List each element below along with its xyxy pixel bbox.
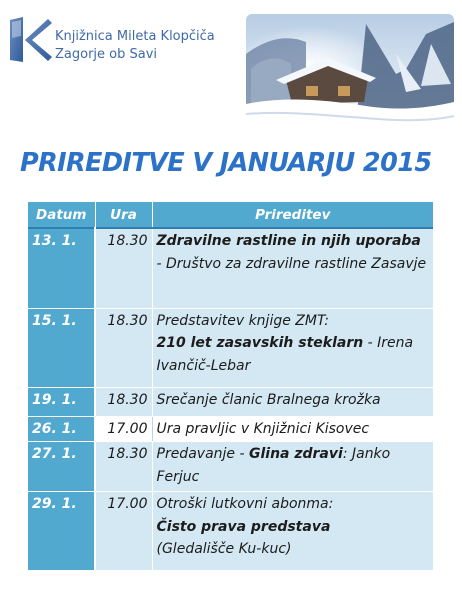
event-description xyxy=(152,387,433,416)
event-detail: Predstavitev knjige ZMT: xyxy=(156,312,329,329)
event-description xyxy=(152,442,433,492)
page-header xyxy=(8,8,454,132)
event-description xyxy=(152,492,433,571)
event-time: 18.30 xyxy=(95,442,152,492)
event-detail: Predavanje - xyxy=(156,446,249,462)
library-logo-icon xyxy=(8,16,54,64)
event-date: 13. 1. xyxy=(28,228,95,308)
library-name xyxy=(55,28,215,64)
event-detail: - Društvo za zdravilne rastline Zasavje xyxy=(156,255,427,272)
event-detail: Ura pravljic v Knjižnici Kisovec xyxy=(156,420,370,437)
event-description xyxy=(152,308,433,387)
table-row xyxy=(28,492,433,571)
column-header-date: Datum xyxy=(28,202,95,228)
page-title: PRIREDITVE V JANUARJU 2015 xyxy=(20,148,432,178)
event-title: 210 let zasavskih steklarn xyxy=(156,335,364,351)
table-row xyxy=(28,228,433,308)
event-title: Čisto prava predstava xyxy=(156,518,331,535)
table-row xyxy=(28,416,433,442)
table-row xyxy=(28,308,433,387)
event-rows xyxy=(28,228,433,571)
event-time: 17.00 xyxy=(95,492,152,571)
event-time: 18.30 xyxy=(95,387,152,416)
event-title: Glina zdravi xyxy=(248,446,343,462)
event-detail: Otroški lutkovni abonma: xyxy=(156,496,334,512)
event-date: 29. 1. xyxy=(28,492,95,571)
event-time: 18.30 xyxy=(95,228,152,308)
table-header-row xyxy=(28,202,433,228)
column-header-event: Prireditev xyxy=(152,202,433,228)
library-name-line1: Knjižnica Mileta Klopčiča xyxy=(55,29,215,44)
library-name-line2: Zagorje ob Savi xyxy=(55,47,158,62)
table-row xyxy=(28,387,433,416)
events-table xyxy=(28,202,433,571)
table-row xyxy=(28,442,433,492)
event-detail: - Irena Ivančič-Lebar xyxy=(156,335,414,374)
event-detail: Srečanje članic Bralnega krožka xyxy=(156,391,381,408)
event-title: Zdravilne rastline in njih uporaba xyxy=(156,233,421,249)
event-date: 26. 1. xyxy=(28,416,95,442)
event-description xyxy=(152,416,433,442)
column-header-time: Ura xyxy=(95,202,152,228)
event-detail: : Janko Ferjuc xyxy=(156,446,391,485)
event-date: 27. 1. xyxy=(28,442,95,492)
event-time: 17.00 xyxy=(95,416,152,442)
event-detail: (Gledališče Ku-kuc) xyxy=(156,541,292,557)
event-time: 18.30 xyxy=(95,308,152,387)
winter-cabin-photo xyxy=(246,14,454,132)
event-date: 19. 1. xyxy=(28,387,95,416)
event-date: 15. 1. xyxy=(28,308,95,387)
event-description xyxy=(152,228,433,308)
